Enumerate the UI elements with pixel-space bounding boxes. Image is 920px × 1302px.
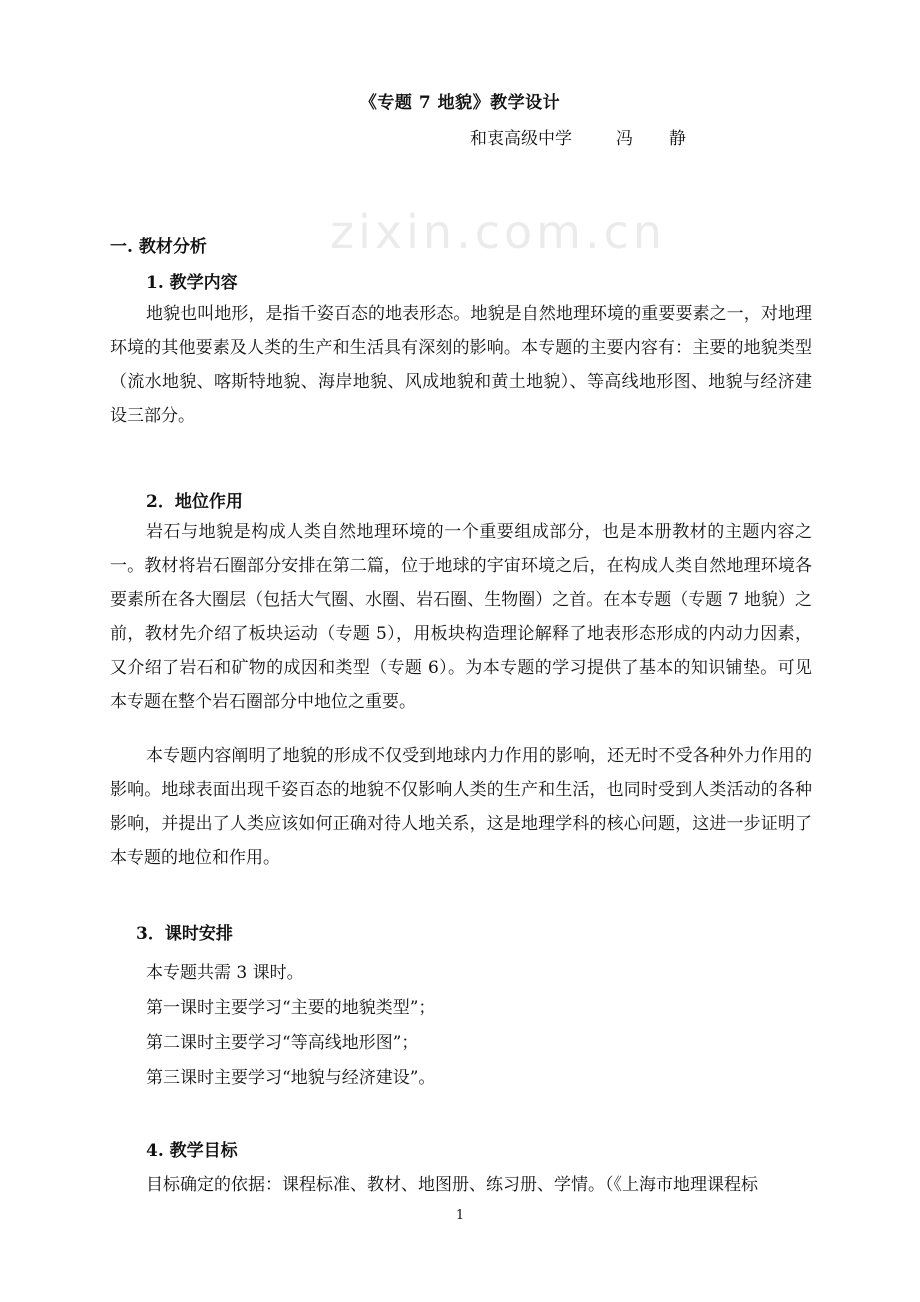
author-school: 和衷高级中学 (470, 129, 572, 149)
author-name-part-2: 静 (669, 129, 686, 149)
schedule-line-4: 第三课时主要学习“地貌与经济建设”。 (146, 1068, 436, 1088)
subsection-heading-objectives: 4. 教学目标 (146, 1141, 238, 1161)
watermark: zixin.com.cn (330, 205, 667, 259)
page-number: 1 (455, 1208, 465, 1223)
document-title: 《专题 7 地貌》教学设计 (359, 93, 561, 113)
paragraph-role-2: 本专题内容阐明了地貌的形成不仅受到地球内力作用的影响，还无时不受各种外力作用的影响。地球表面出现千姿百态的地貌不仅影响人类的生产和生活，也同时受到人类活动的各种影响，并提出了人类应该如何正确对待人地关系，这是地理学科的核心问题，这进一步证明了本专题的地位和作用。 (110, 746, 812, 868)
paragraph-teaching-content: 地貌也叫地形，是指千姿百态的地表形态。地貌是自然地理环境的重要要素之一，对地理环境的其他要素及人类的生产和生活具有深刻的影响。本专题的主要内容有：主要的地貌类型（流水地貌、喀斯特地貌、海岸地貌、风成地貌和黄土地貌）、等高线地形图、地貌与经济建设三部分。 (110, 304, 812, 426)
schedule-line-2: 第一课时主要学习“主要的地貌类型”； (146, 998, 436, 1018)
schedule-line-1: 本专题共需 3 课时。 (146, 963, 304, 983)
subsection-heading-teaching-content: 1. 教学内容 (146, 273, 238, 293)
author-line (470, 124, 686, 149)
subsection-heading-schedule: 3．课时安排 (136, 924, 233, 944)
schedule-line-3: 第二课时主要学习“等高线地形图”； (146, 1033, 419, 1053)
paragraph-role-1: 岩石与地貌是构成人类自然地理环境的一个重要组成部分，也是本册教材的主题内容之一。教材将岩石圈部分安排在第二篇，位于地球的宇宙环境之后，在构成人类自然地理环境各要素所在各大圈层（包括大气圈、水圈、岩石圈、生物圈）之首。在本专题（专题 7 地貌）之前，教材先介绍了板块运动（专题 5），用板块构造理论解释了地表形态形成的内动力因素，又介绍了岩石和矿物的成因和类型（专题 6）。为本专题的学习提供了基本的知识铺垫。可见本专题在整个岩石圈部分中地位之重要。 (110, 522, 812, 712)
section-heading-materials-analysis: 一. 教材分析 (110, 237, 207, 257)
author-name-part-1: 冯 (616, 129, 633, 149)
objectives-line: 目标确定的依据：课程标准、教材、地图册、练习册、学情。（《上海市地理课程标 (146, 1175, 758, 1195)
subsection-heading-role: 2．地位作用 (146, 492, 243, 512)
